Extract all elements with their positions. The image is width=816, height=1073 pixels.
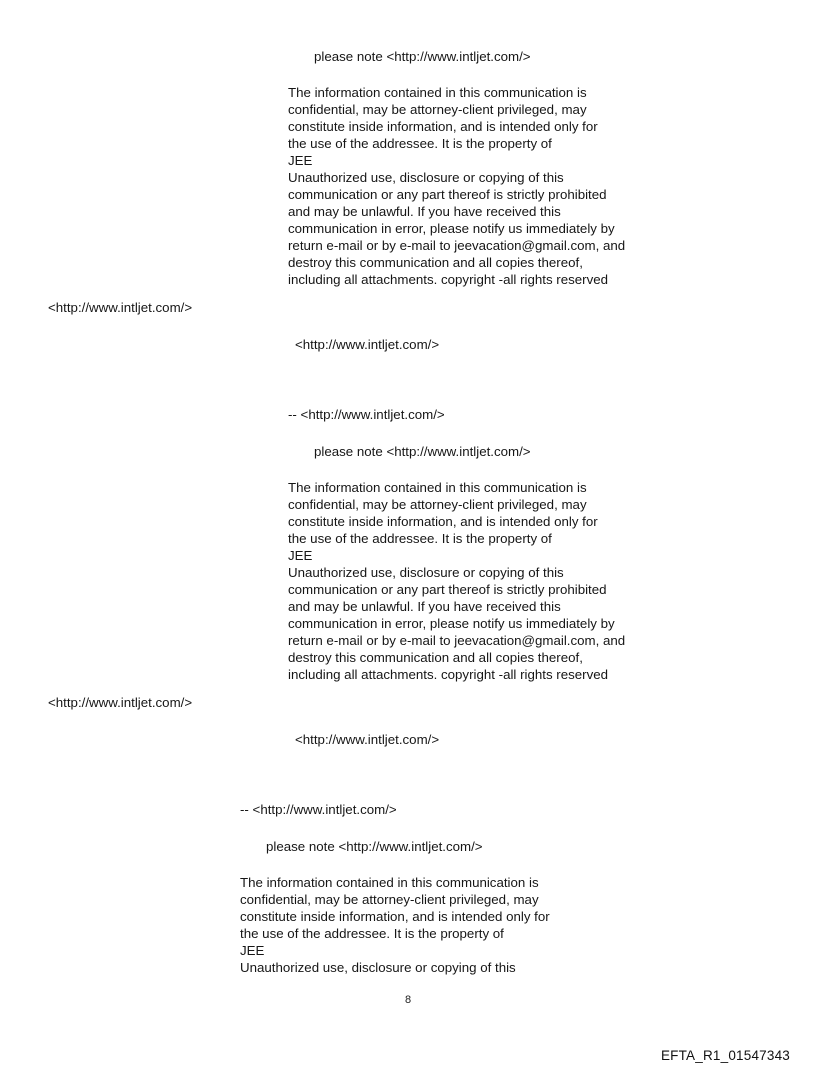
- disclaimer-line: destroy this communication and all copies thereof,: [288, 650, 583, 665]
- disclaimer-line: communication or any part thereof is strictly prohibited: [288, 187, 607, 202]
- disclaimer-line: constitute inside information, and is intended only for: [240, 909, 550, 924]
- disclaimer-line: confidential, may be attorney-client privileged, may: [288, 497, 587, 512]
- disclaimer-1: [288, 84, 625, 288]
- disclaimer-line: The information contained in this communication is: [240, 875, 539, 890]
- disclaimer-line: and may be unlawful. If you have received this: [288, 599, 561, 614]
- disclaimer-line: Unauthorized use, disclosure or copying of this: [240, 960, 516, 975]
- disclaimer-line: the use of the addressee. It is the property of: [240, 926, 504, 941]
- disclaimer-line: Unauthorized use, disclosure or copying of this: [288, 565, 564, 580]
- disclaimer-line: confidential, may be attorney-client privileged, may: [288, 102, 587, 117]
- disclaimer-line: the use of the addressee. It is the property of: [288, 136, 552, 151]
- please-note-3: please note <http://www.intljet.com/>: [266, 839, 483, 854]
- page-number: 8: [404, 994, 412, 1006]
- url-center-1[interactable]: <http://www.intljet.com/>: [295, 337, 440, 352]
- disclaimer-line: return e-mail or by e-mail to jeevacation@gmail.com, and: [288, 238, 626, 253]
- disclaimer-2: [288, 479, 625, 683]
- disclaimer-line: confidential, may be attorney-client privileged, may: [240, 892, 539, 907]
- url-left-1[interactable]: <http://www.intljet.com/>: [48, 300, 193, 315]
- url-left-2[interactable]: <http://www.intljet.com/>: [48, 695, 193, 710]
- disclaimer-line: and may be unlawful. If you have received this: [288, 204, 561, 219]
- url-center-2[interactable]: <http://www.intljet.com/>: [295, 732, 440, 747]
- disclaimer-line: JEE: [240, 943, 265, 958]
- disclaimer-line: return e-mail or by e-mail to jeevacation@gmail.com, and: [288, 633, 626, 648]
- disclaimer-line: destroy this communication and all copies thereof,: [288, 255, 583, 270]
- disclaimer-line: communication in error, please notify us immediately by: [288, 616, 615, 631]
- disclaimer-line: including all attachments. copyright -all rights reserved: [288, 667, 609, 682]
- disclaimer-line: JEE: [288, 548, 313, 563]
- dash-url-2[interactable]: -- <http://www.intljet.com/>: [288, 407, 445, 422]
- disclaimer-line: constitute inside information, and is intended only for: [288, 119, 598, 134]
- disclaimer-3: [240, 874, 550, 976]
- disclaimer-line: JEE: [288, 153, 313, 168]
- disclaimer-line: communication in error, please notify us immediately by: [288, 221, 615, 236]
- disclaimer-line: Unauthorized use, disclosure or copying of this: [288, 170, 564, 185]
- please-note-1: please note <http://www.intljet.com/>: [314, 49, 531, 64]
- disclaimer-line: The information contained in this communication is: [288, 85, 587, 100]
- disclaimer-line: including all attachments. copyright -all rights reserved: [288, 272, 609, 287]
- disclaimer-line: constitute inside information, and is intended only for: [288, 514, 598, 529]
- disclaimer-line: the use of the addressee. It is the property of: [288, 531, 552, 546]
- disclaimer-line: The information contained in this communication is: [288, 480, 587, 495]
- please-note-2: please note <http://www.intljet.com/>: [314, 444, 531, 459]
- bates-number: EFTA_R1_01547343: [660, 1048, 790, 1063]
- disclaimer-line: communication or any part thereof is strictly prohibited: [288, 582, 607, 597]
- dash-url-3[interactable]: -- <http://www.intljet.com/>: [240, 802, 397, 817]
